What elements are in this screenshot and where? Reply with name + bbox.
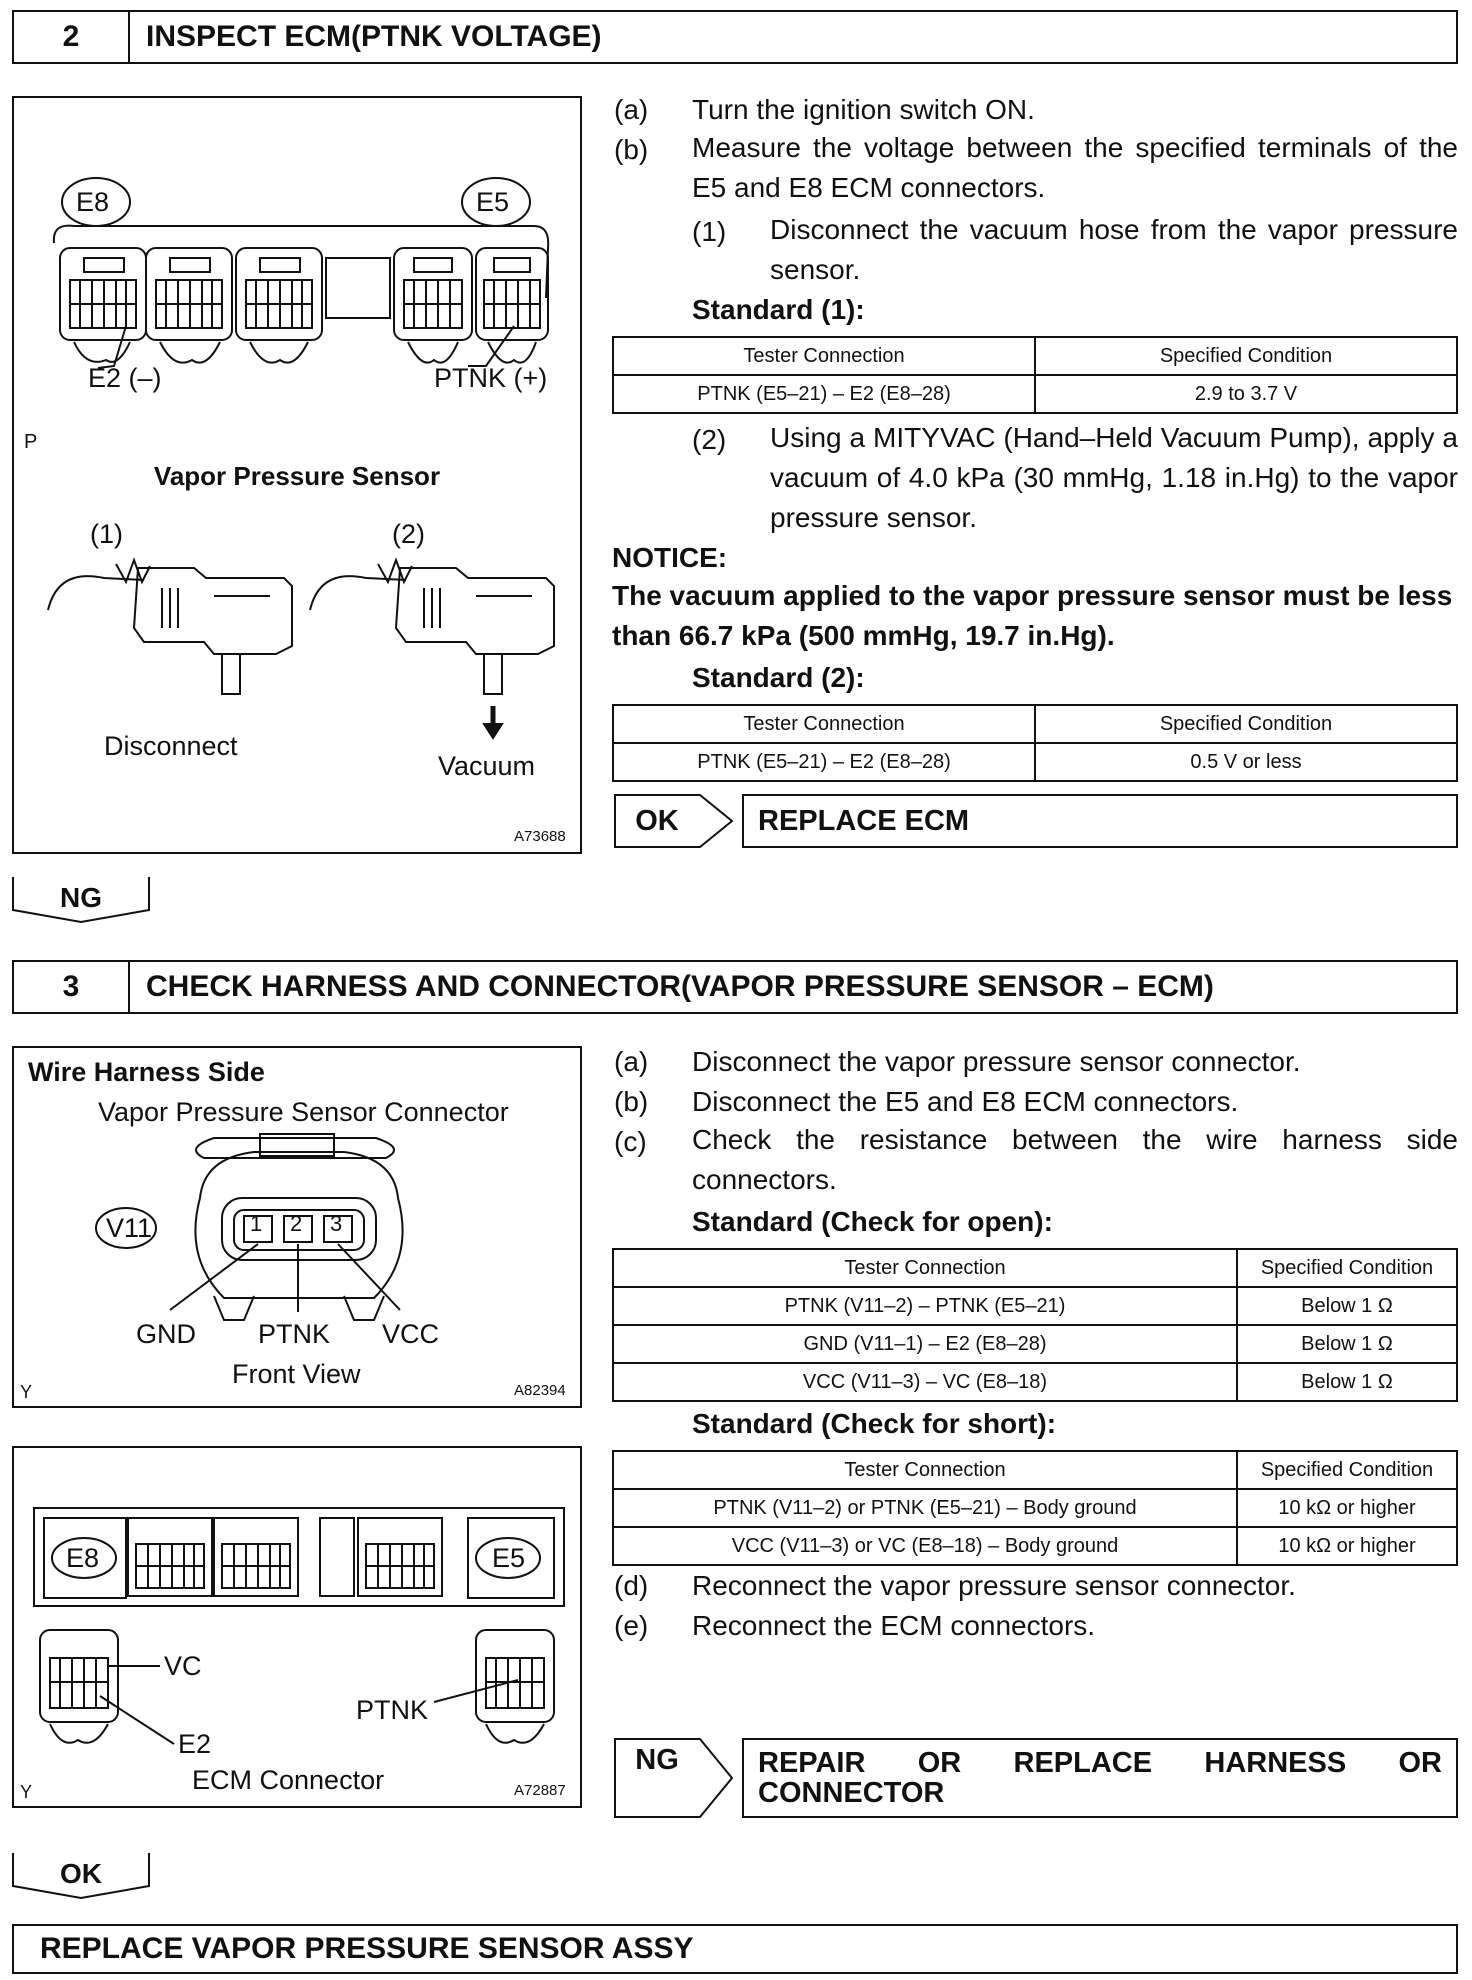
table-header-row [613,1249,1457,1287]
ng-label: NG [635,1743,679,1776]
step-2-header [12,10,1458,64]
specified-condition-cell: Below 1 Ω [1237,1287,1457,1325]
table-header-row [613,705,1457,743]
item-e-mark: (e) [614,1610,649,1641]
e2-label: E2 [178,1729,212,1759]
item-c-mark: (c) [614,1126,647,1157]
header-specified-condition: Specified Condition [1035,705,1457,743]
item-b-mark: (b) [614,1086,649,1117]
e5-label: E5 [492,1543,526,1573]
label-2: (2) [392,519,425,549]
standard-open-label: Standard (Check for open): [692,1206,1053,1237]
standard-1-table [612,336,1458,414]
tester-connection-cell: VCC (V11–3) or VC (E8–18) – Body ground [613,1527,1237,1565]
notice-title: NOTICE: [612,542,728,573]
header-tester-connection: Tester Connection [613,1249,1237,1287]
vcc-label: VCC [382,1319,440,1349]
ok-result-arrow [614,794,744,848]
figure-id: A82394 [514,1382,566,1399]
check-open-table [612,1248,1458,1402]
specified-condition-cell: 10 kΩ or higher [1237,1527,1457,1565]
sub-2-text: Using a MITYVAC (Hand–Held Vacuum Pump), apply a vacuum of 4.0 kPa (30 mmHg, 1.18 in.Hg) to the vapor pressure sensor. [770,422,1458,533]
specified-condition-cell: 2.9 to 3.7 V [1035,375,1457,413]
item-c-text: Check the resistance between the wire harness side connectors. [692,1124,1458,1195]
disconnect-label: Disconnect [104,731,238,761]
e5-label: E5 [476,187,510,217]
ok-label: OK [635,804,679,837]
header-tester-connection: Tester Connection [613,337,1035,375]
sensor-title: Vapor Pressure Sensor [153,461,441,491]
e8-label: E8 [76,187,110,217]
connector-subtitle: Vapor Pressure Sensor Connector [98,1097,509,1127]
sub-2-mark: (2) [692,424,727,455]
header-specified-condition: Specified Condition [1237,1249,1457,1287]
e2-terminal-label: E2 (–) [88,363,162,393]
table-row [613,1325,1457,1363]
header-tester-connection: Tester Connection [613,705,1035,743]
step-title: INSPECT ECM(PTNK VOLTAGE) [146,20,602,53]
item-e-text: Reconnect the ECM connectors. [692,1610,1096,1641]
ng-tag-label: NG [60,882,102,913]
standard-2-table [612,704,1458,782]
notice-text: The vacuum applied to the vapor pressure sensor must be less than 66.7 kPa (500 mmHg, 19.7 in.Hg). [612,580,1453,651]
ng-result-arrow [614,1738,744,1818]
ok-tag [12,1852,150,1900]
specified-condition-cell: 10 kΩ or higher [1237,1489,1457,1527]
table-header-row [613,337,1457,375]
sub-1-mark: (1) [692,216,727,247]
wire-harness-side-title: Wire Harness Side [28,1057,265,1087]
final-step-header [12,1924,1458,1974]
item-a-text: Turn the ignition switch ON. [692,94,1035,125]
standard-1-label: Standard (1): [692,294,865,325]
item-a-mark: (a) [614,1046,649,1077]
gnd-label: GND [136,1319,196,1349]
ok-result-text: REPLACE ECM [742,794,1458,848]
tester-connection-cell: PTNK (E5–21) – E2 (E8–28) [613,743,1035,781]
table-row [613,743,1457,781]
figure-id: A72887 [514,1782,566,1799]
pin-1-label: 1 [250,1211,263,1236]
table-row [613,1489,1457,1527]
item-a-text: Disconnect the vapor pressure sensor connector. [692,1046,1301,1077]
header-specified-condition: Specified Condition [1035,337,1457,375]
figure-ptnk-voltage [12,96,582,854]
ptnk-terminal-label: PTNK (+) [434,363,548,393]
standard-2-label: Standard (2): [692,662,865,693]
step-title: CHECK HARNESS AND CONNECTOR(VAPOR PRESSURE SENSOR – ECM) [146,970,1214,1003]
vc-label: VC [164,1651,202,1681]
sub-1-text: Disconnect the vacuum hose from the vapor pressure sensor. [770,214,1458,285]
corner-letter: P [24,431,38,453]
v11-label: V11 [106,1213,153,1243]
figure-id: A73688 [514,828,566,845]
corner-letter: Y [20,1382,33,1402]
figure-ecm-connector [12,1446,582,1808]
header-tester-connection: Tester Connection [613,1451,1237,1489]
figure-vapor-sensor-connector [12,1046,582,1408]
tester-connection-cell: PTNK (V11–2) or PTNK (E5–21) – Body ground [613,1489,1237,1527]
e8-label: E8 [66,1543,100,1573]
tester-connection-cell: VCC (V11–3) – VC (E8–18) [613,1363,1237,1401]
ptnk-label: PTNK [258,1319,331,1349]
ng-tag [12,876,150,924]
label-1: (1) [90,519,123,549]
specified-condition-cell: 0.5 V or less [1035,743,1457,781]
ng-result-text: REPAIR OR REPLACE HARNESS OR CONNECTOR [742,1738,1458,1818]
item-b-text: Measure the voltage between the specified terminals of the E5 and E8 ECM connectors. [692,132,1458,203]
step-number: 3 [14,962,130,1012]
ptnk-label: PTNK [356,1695,429,1725]
tester-connection-cell: PTNK (E5–21) – E2 (E8–28) [613,375,1035,413]
ecm-connector-illustration [14,1448,580,1806]
item-d-text: Reconnect the vapor pressure sensor connector. [692,1570,1296,1601]
ecm-connector-label: ECM Connector [192,1765,385,1795]
corner-letter: Y [20,1782,33,1802]
pin-3-label: 3 [330,1211,343,1236]
table-header-row [613,1451,1457,1489]
item-d-mark: (d) [614,1570,649,1601]
header-specified-condition: Specified Condition [1237,1451,1457,1489]
standard-short-label: Standard (Check for short): [692,1408,1057,1439]
item-a-mark: (a) [614,94,649,125]
check-short-table [612,1450,1458,1566]
item-b-mark: (b) [614,134,649,165]
step-number: 2 [14,12,130,62]
item-b-text: Disconnect the E5 and E8 ECM connectors. [692,1086,1239,1117]
specified-condition-cell: Below 1 Ω [1237,1363,1457,1401]
final-step-title: REPLACE VAPOR PRESSURE SENSOR ASSY [40,1932,694,1965]
pin-2-label: 2 [290,1211,303,1236]
step-3-header [12,960,1458,1014]
table-row [613,1287,1457,1325]
table-row [613,1527,1457,1565]
table-row [613,1363,1457,1401]
vacuum-label: Vacuum [438,751,536,781]
table-row [613,375,1457,413]
tester-connection-cell: GND (V11–1) – E2 (E8–28) [613,1325,1237,1363]
specified-condition-cell: Below 1 Ω [1237,1325,1457,1363]
tester-connection-cell: PTNK (V11–2) – PTNK (E5–21) [613,1287,1237,1325]
ok-tag-label: OK [60,1858,102,1889]
front-view-label: Front View [232,1359,361,1389]
